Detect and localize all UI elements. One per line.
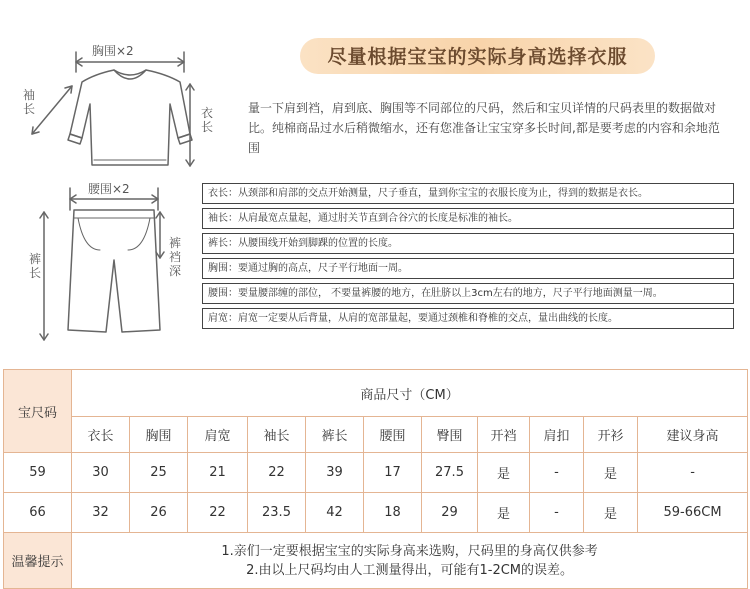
table-cell: 是 [584, 493, 638, 533]
pants-outline [68, 210, 160, 332]
column-header: 臀围 [422, 417, 478, 453]
sleeve-line [32, 86, 72, 134]
size-code-header: 宝尺码 [4, 370, 72, 453]
table-cell: 是 [478, 453, 530, 493]
warm-tip-note: 1.亲们一定要根据宝宝的实际身高来选购，尺码里的身高仅供参考 [221, 543, 598, 559]
table-cell: 26 [130, 493, 188, 533]
dimension-group-header: 商品尺寸（CM） [72, 370, 748, 417]
column-header: 建议身高 [638, 417, 748, 453]
intro-paragraph: 量一下肩到裆，肩到底、胸围等不同部位的尺码，然后和宝贝详情的尺码表里的数据做对比。纯棉商品过水后稍微缩水，还有您准备让宝宝穿多长时间,都是要考虑的内容和余地范围 [248, 101, 720, 155]
table-cell: 17 [364, 453, 422, 493]
definition-row: 胸围：要通过胸的高点，尺子平行地面一周。 [202, 258, 734, 279]
table-cell: 59-66CM [638, 493, 748, 533]
warm-tip-note: 2.由以上尺码均由人工测量得出，可能有1-2CM的误差。 [246, 562, 574, 578]
sweater-outline [70, 70, 190, 165]
chest-width-label: 胸围×2 [92, 44, 134, 58]
definition-row: 袖长：从肩最宽点量起，通过肘关节直到合谷穴的长度是标准的袖长。 [202, 208, 734, 229]
table-cell: 22 [248, 453, 306, 493]
size-table [3, 369, 748, 589]
table-group-header-row [4, 370, 748, 417]
table-cell: 是 [584, 453, 638, 493]
sleeve-length-label: 袖长 [22, 88, 35, 116]
table-cell: 29 [422, 493, 478, 533]
definition-row: 裤长：从腰围线开始到脚踝的位置的长度。 [202, 233, 734, 254]
banner-title: 尽量根据宝宝的实际身高选择衣服 [327, 46, 628, 68]
table-cell: 22 [188, 493, 248, 533]
table-cell: 18 [364, 493, 422, 533]
size-code-cell: 59 [4, 453, 72, 493]
pants-length-label: 裤长 [28, 252, 41, 280]
column-header: 肩扣 [530, 417, 584, 453]
table-cell: 39 [306, 453, 364, 493]
table-cell: - [638, 453, 748, 493]
warm-tip-notes [72, 533, 748, 589]
table-row [4, 493, 748, 533]
column-header: 腰围 [364, 417, 422, 453]
measurement-diagram [0, 0, 213, 360]
definition-row: 衣长：从颈部和肩部的交点开始测量，尺子垂直，量到你宝宝的衣服长度为止，得到的数据是衣长。 [202, 183, 734, 204]
title-banner [300, 36, 655, 76]
table-cell: - [530, 453, 584, 493]
rise-depth-label: 裤裆深 [168, 236, 181, 278]
table-cell: 25 [130, 453, 188, 493]
column-header: 袖长 [248, 417, 306, 453]
definition-row: 腰围：要量腰部缠的部位， 不要量裤腰的地方，在肚脐以上3cm左右的地方，尺子平行地面测量一周。 [202, 283, 734, 304]
table-cell: 30 [72, 453, 130, 493]
table-cell: 42 [306, 493, 364, 533]
column-header: 衣长 [72, 417, 130, 453]
definition-row: 肩宽：肩宽一定要从后背量，从肩的宽部量起，要通过颈椎和脊椎的交点，量出曲线的长度。 [202, 308, 734, 329]
table-column-header-row [4, 417, 748, 453]
table-cell: - [530, 493, 584, 533]
column-header: 开裆 [478, 417, 530, 453]
column-header: 胸围 [130, 417, 188, 453]
table-cell: 32 [72, 493, 130, 533]
column-header: 肩宽 [188, 417, 248, 453]
waist-width-label: 腰围×2 [88, 182, 130, 196]
table-cell: 27.5 [422, 453, 478, 493]
table-cell: 21 [188, 453, 248, 493]
measurement-definitions [202, 183, 734, 333]
size-code-cell: 66 [4, 493, 72, 533]
table-row [4, 453, 748, 493]
column-header: 裤长 [306, 417, 364, 453]
column-header: 开衫 [584, 417, 638, 453]
table-cell: 是 [478, 493, 530, 533]
table-cell: 23.5 [248, 493, 306, 533]
warm-tip-label: 温馨提示 [4, 533, 72, 589]
warm-tip-row [4, 533, 748, 589]
top-length-label: 衣长 [200, 106, 213, 134]
